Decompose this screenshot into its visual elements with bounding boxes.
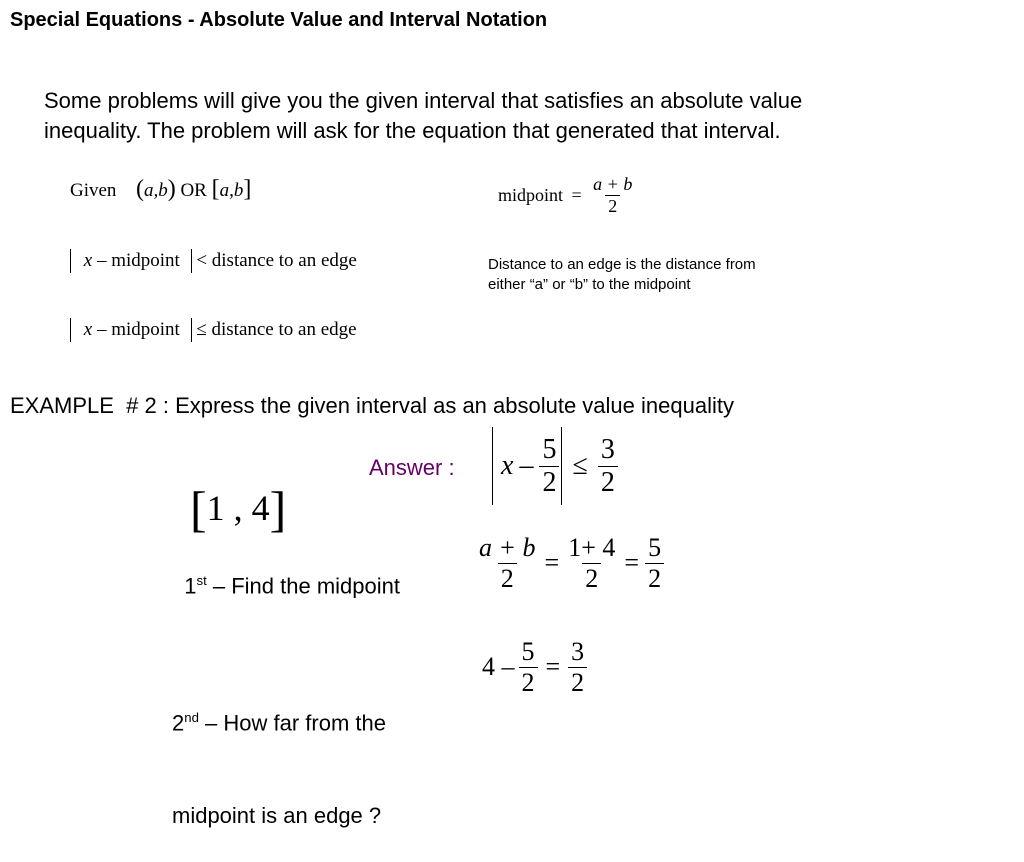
step2-label: 2nd – How far from the midpoint is an edge ? bbox=[172, 710, 386, 829]
step1-midpoint-calc: $\frac{a + b}{2}$ = $\frac{1+ 4}{2}$ = $\frac{5}{2}$ bbox=[476, 528, 664, 598]
step1-label: 1st – Find the midpoint bbox=[184, 573, 400, 599]
fraction-denominator: 2 bbox=[605, 195, 620, 217]
given-intervals bbox=[70, 176, 251, 203]
open-interval: (a,b) bbox=[135, 176, 176, 202]
given-label: Given bbox=[70, 180, 117, 201]
answer-fraction: $\frac{5}{2}$ bbox=[539, 434, 559, 499]
inequality-less-equal: x – midpoint ≤ distance to an edge bbox=[70, 318, 357, 342]
page-title: Special Equations - Absolute Value and Interval Notation bbox=[10, 9, 548, 31]
midpoint-fraction bbox=[590, 174, 635, 217]
distance-note-line-1: Distance to an edge is the distance from bbox=[488, 256, 756, 273]
intro-line-1: Some problems will give you the given interval that satisfies an absolute value bbox=[44, 88, 803, 113]
distance-note bbox=[488, 255, 756, 295]
answer-rhs-fraction: $\frac{3}{2}$ bbox=[598, 434, 618, 499]
intro-line-2: inequality. The problem will ask for the equation that generated that interval. bbox=[44, 118, 781, 143]
example-heading: EXAMPLE # 2 : Express the given interval as an absolute value inequality bbox=[10, 393, 734, 418]
inequality-less-than: x – midpoint < distance to an edge bbox=[70, 249, 357, 273]
equals-sign: = bbox=[571, 185, 582, 205]
fraction-numerator: a + b bbox=[593, 174, 633, 194]
step2-distance-calc: 4 – $\frac{5}{2}$ = $\frac{3}{2}$ bbox=[482, 632, 587, 702]
answer-inequality: x – $\frac{5}{2}$ ≤ $\frac{3}{2}$ bbox=[492, 425, 618, 507]
closed-interval: [a,b] bbox=[211, 176, 252, 202]
example-interval: [1 , 4] bbox=[190, 481, 287, 537]
midpoint-label: midpoint bbox=[498, 185, 564, 205]
distance-note-line-2: either “a” or “b” to the midpoint bbox=[488, 276, 691, 293]
answer-label: Answer : bbox=[369, 455, 455, 480]
or-label: OR bbox=[180, 180, 207, 201]
midpoint-formula bbox=[498, 174, 635, 217]
intro-paragraph bbox=[44, 86, 802, 146]
